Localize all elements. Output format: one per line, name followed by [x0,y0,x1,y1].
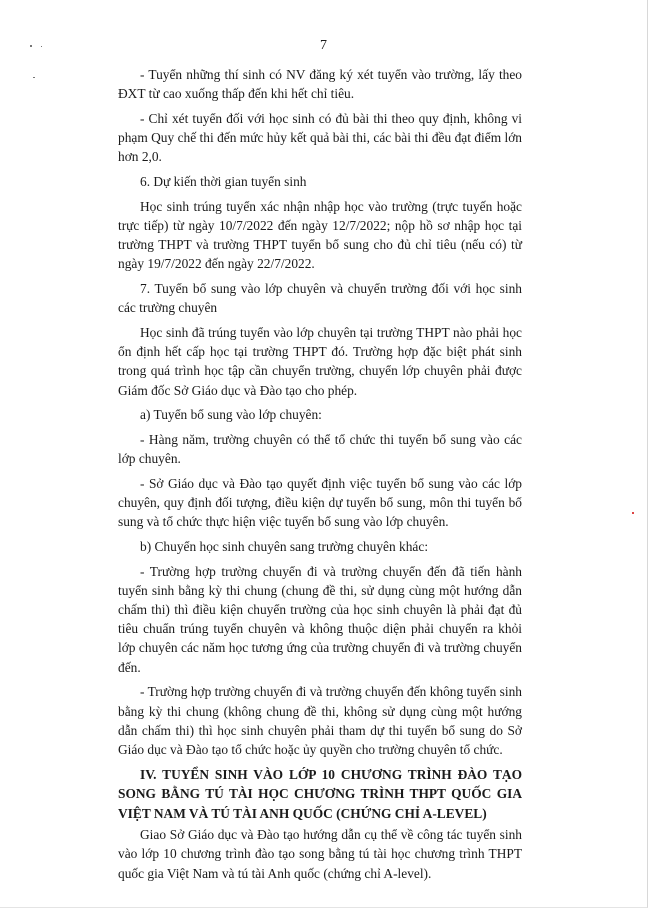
page-number: 7 [320,38,327,53]
paragraph: - Hàng năm, trường chuyên có thể tổ chức thi tuyển bổ sung vào các lớp chuyên. [118,431,522,467]
paragraph: Học sinh đã trúng tuyển vào lớp chuyên tại trường THPT nào phải học ổn định hết cấp học tại trường THPT đó. Trường hợp đặc biệt phát sinh trong quá trình học tập cần chuyển trường, chuyển lớp chuyên phải được Giám đốc Sở Giáo dục và Đào tạo cho phép. [118,324,522,398]
subheading: a) Tuyển bổ sung vào lớp chuyên: [140,407,322,423]
paragraph: Giao Sở Giáo dục và Đào tạo hướng dẫn cụ thể về công tác tuyển sinh vào lớp 10 chương trình đào tạo song bằng tú tài học chương trình THPT quốc gia Việt Nam và tú tài Anh quốc (chứng chỉ A-level). [118,827,522,881]
paragraph: - Sở Giáo dục và Đào tạo quyết định việc tuyển bổ sung vào các lớp chuyên, quy định đối tượng, điều kiện dự tuyển bổ sung, môn thi tuyển bổ sung và tổ chức thực hiện việc tuyển bổ sung vào lớp chuyên. [118,475,522,530]
scan-speck [632,512,634,514]
paragraph: - Trường hợp trường chuyển đi và trường chuyển đến không tuyển sinh bằng kỳ thi chung (không chung đề thi, không sử dụng cùng một hướng dẫn chấm thi) thì học sinh chuyên phải tham dự thi tuyển bổ sung do Sở Giáo dục và Đào tạo tổ chức hoặc ủy quyền cho trường chuyên tổ chức. [118,684,522,757]
paragraph: - Tuyển những thí sinh có NV đăng ký xét tuyển vào trường, lấy theo ĐXT từ cao xuống thấp đến khi hết chỉ tiêu. [118,67,522,102]
section-heading: IV. TUYỂN SINH VÀO LỚP 10 CHƯƠNG TRÌNH ĐÀO TẠO SONG BẰNG TÚ TÀI HỌC CHƯƠNG TRÌNH THPT QUỐC GIA VIỆT NAM VÀ TÚ TÀI ANH QUỐC (CHỨNG CHỈ A-LEVEL) [118,766,522,821]
paragraph: Học sinh trúng tuyển xác nhận nhập học vào trường (trực tuyến hoặc trực tiếp) từ ngày 10/7/2022 đến ngày 12/7/2022; nộp hồ sơ nhập học tại trường THPT và trường THPT tuyển bổ sung cho đủ chỉ tiêu (nếu có) từ ngày 19/7/2022 đến ngày 22/7/2022. [118,198,522,272]
document-body [118,65,522,888]
subheading: b) Chuyển học sinh chuyên sang trường chuyên khác: [140,538,429,554]
scan-speck [33,77,35,78]
subheading: 6. Dự kiến thời gian tuyển sinh [140,174,307,190]
subheading: 7. Tuyển bổ sung vào lớp chuyên và chuyển trường đối với học sinh các trường chuyên [118,281,522,316]
paragraph: - Chỉ xét tuyển đối với học sinh có đủ bài thi theo quy định, không vi phạm Quy chế thi đến mức hủy kết quả bài thi, các bài thi đều đạt điểm lớn hơn 2,0. [118,110,522,165]
paragraph: - Trường hợp trường chuyển đi và trường chuyển đến đã tiến hành tuyển sinh bằng kỳ thi chung (chung đề thi, sử dụng cùng một hướng dẫn chấm thi) thì điều kiện chuyển trường của học sinh chuyên là phải đạt đủ tiêu chuẩn trúng tuyển chuyên và không thuộc diện phải chuyển ra khỏi lớp chuyên các năm học tương ứng của trường chuyển đi và trường chuyển đến. [118,563,522,675]
